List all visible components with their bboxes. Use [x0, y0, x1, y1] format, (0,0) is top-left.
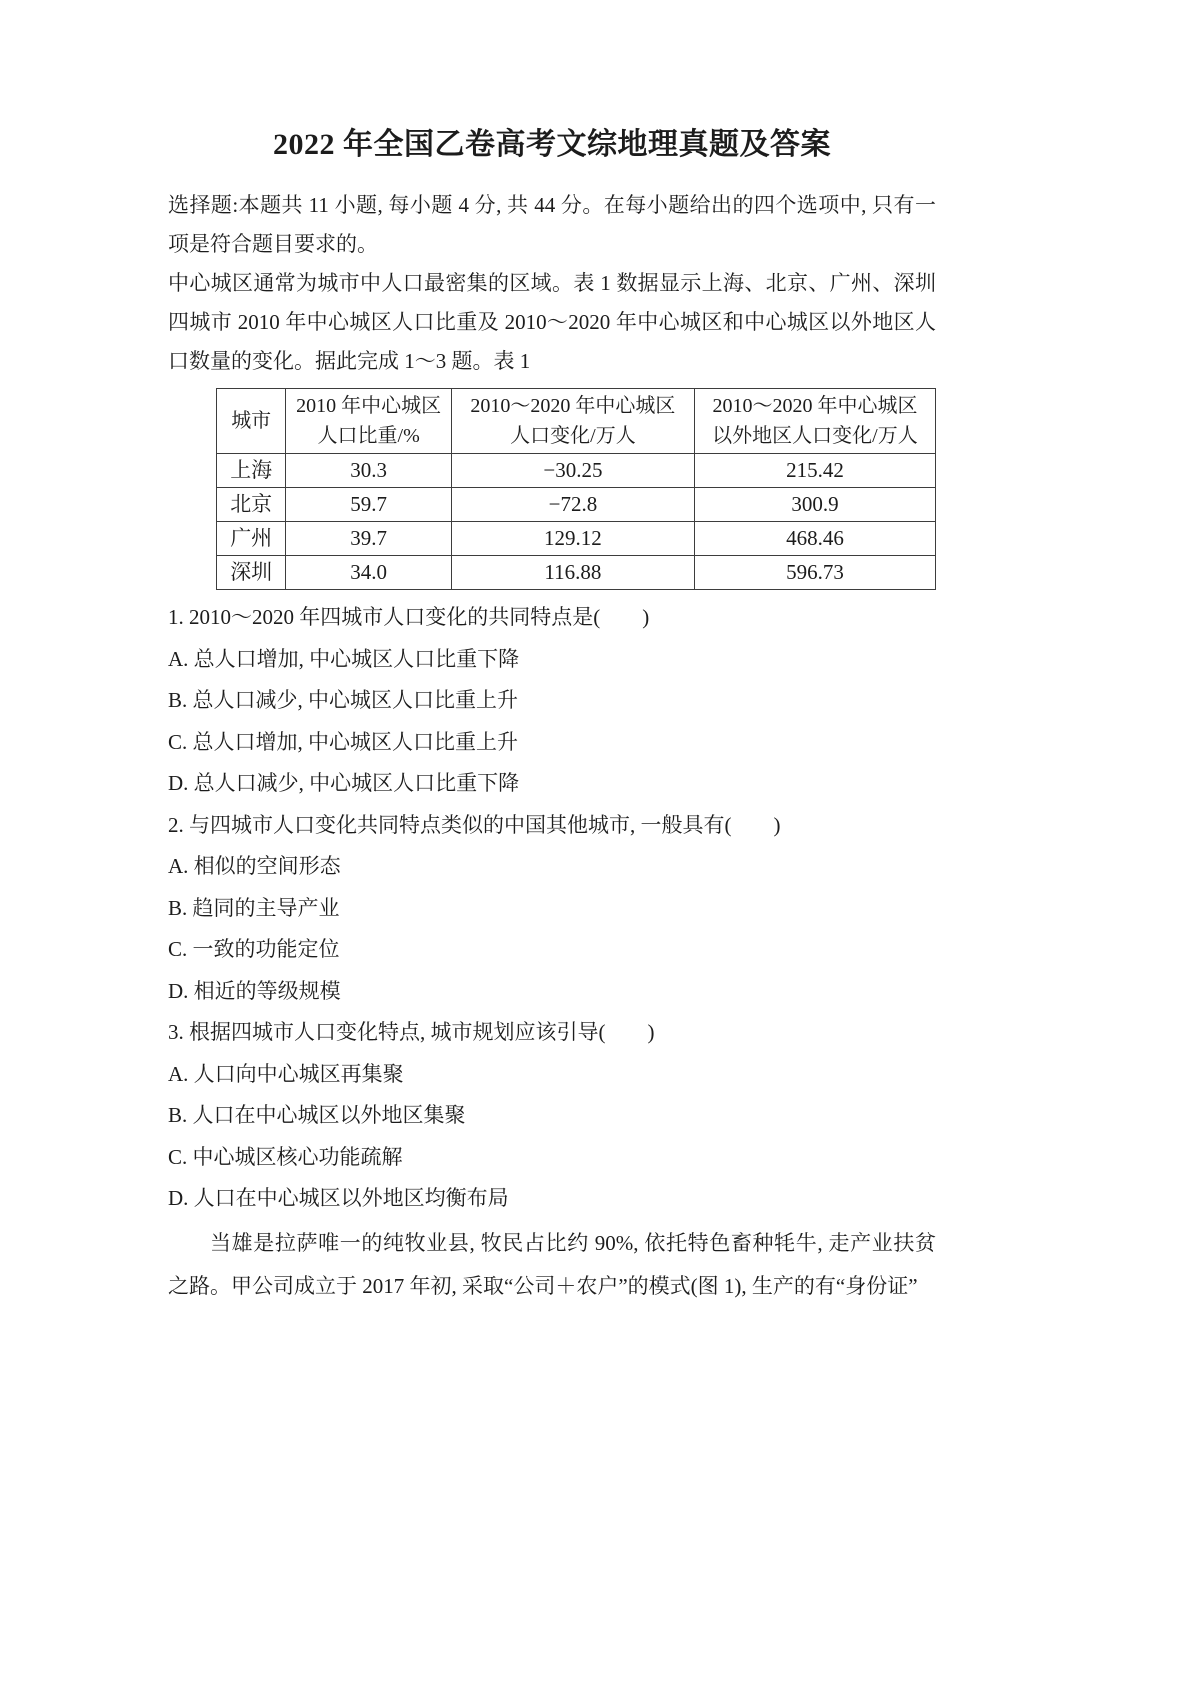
exam-instructions: 选择题:本题共 11 小题, 每小题 4 分, 共 44 分。在每小题给出的四个选项中, 只有一项是符合题目要求的。 [168, 193, 936, 256]
question-3-option-b: B. 人口在中心城区以外地区集聚 [168, 1103, 466, 1127]
table-cell-city: 北京 [217, 488, 286, 522]
table-header-line: 2010～2020 年中心城区 [470, 395, 676, 417]
table-cell-outside-change: 215.42 [694, 454, 935, 488]
question-3-text: 3. 根据四城市人口变化特点, 城市规划应该引导( ) [168, 1020, 655, 1044]
table-cell-share: 30.3 [286, 454, 452, 488]
table-header-row [217, 389, 936, 454]
page-title: 2022 年全国乙卷高考文综地理真题及答案 [273, 128, 831, 161]
question-1-option-d: D. 总人口减少, 中心城区人口比重下降 [168, 771, 520, 795]
table-cell-outside-change: 468.46 [694, 522, 935, 556]
table-cell-central-change: 129.12 [451, 522, 694, 556]
table-row [217, 454, 936, 488]
question-2-option-a: A. 相似的空间形态 [168, 854, 341, 878]
table-cell-outside-change: 300.9 [694, 488, 935, 522]
table-cell-central-change: −72.8 [451, 488, 694, 522]
question-1-text: 1. 2010～2020 年四城市人口变化的共同特点是( ) [168, 605, 650, 629]
intro-section [168, 186, 936, 381]
population-table [216, 388, 936, 590]
table-header-line: 城市 [231, 410, 272, 432]
table-cell-share: 34.0 [286, 556, 452, 590]
question-3-option-c: C. 中心城区核心功能疏解 [168, 1144, 403, 1169]
table-header-line: 2010～2020 年中心城区 [712, 395, 918, 417]
questions-section [168, 597, 936, 1220]
table-cell-outside-change: 596.73 [694, 556, 935, 590]
table-header-city [217, 389, 286, 454]
question-passage-1: 中心城区通常为城市中人口最密集的区域。表 1 数据显示上海、北京、广州、深圳四城市 2010 年中心城区人口比重及 2010～2020 年中心城区和中心城区以外地区人口数量的变化。据此完成 1～3 题。表 1 [168, 271, 936, 373]
question-1-option-c: C. 总人口增加, 中心城区人口比重上升 [168, 729, 519, 754]
table-header-central-change [451, 389, 694, 454]
table-header-line: 2010 年中心城区 [296, 395, 442, 417]
table-header-line: 以外地区人口变化/万人 [712, 425, 918, 447]
question-3-option-d: D. 人口在中心城区以外地区均衡布局 [168, 1186, 509, 1210]
question-2-option-c: C. 一致的功能定位 [168, 937, 340, 961]
table-row [217, 556, 936, 590]
table-row [217, 522, 936, 556]
table-header-outside-change [694, 389, 935, 454]
table-header-share-2010 [286, 389, 452, 454]
table-header-line: 人口变化/万人 [510, 425, 636, 447]
table-cell-city: 广州 [217, 522, 286, 556]
question-2-option-d: D. 相近的等级规模 [168, 978, 341, 1003]
table-cell-central-change: 116.88 [451, 556, 694, 590]
table-container [216, 388, 936, 590]
table-cell-share: 39.7 [286, 522, 452, 556]
table-row [217, 488, 936, 522]
table-cell-central-change: −30.25 [451, 454, 694, 488]
table-cell-city: 上海 [217, 454, 286, 488]
question-2-text: 2. 与四城市人口变化共同特点类似的中国其他城市, 一般具有( ) [168, 812, 781, 837]
table-header-line: 人口比重/% [317, 425, 420, 447]
table-cell-city: 深圳 [217, 556, 286, 590]
question-3-option-a: A. 人口向中心城区再集聚 [168, 1061, 404, 1086]
question-2-option-b: B. 趋同的主导产业 [168, 895, 340, 920]
question-passage-2: 当雄是拉萨唯一的纯牧业县, 牧民占比约 90%, 依托特色畜种牦牛, 走产业扶贫之路。甲公司成立于 2017 年初, 采取“公司＋农户”的模式(图 1), 生产的有“身份证” [168, 1230, 936, 1298]
question-1-option-a: A. 总人口增加, 中心城区人口比重下降 [168, 646, 520, 671]
question-1-option-b: B. 总人口减少, 中心城区人口比重上升 [168, 688, 519, 712]
table-cell-share: 59.7 [286, 488, 452, 522]
